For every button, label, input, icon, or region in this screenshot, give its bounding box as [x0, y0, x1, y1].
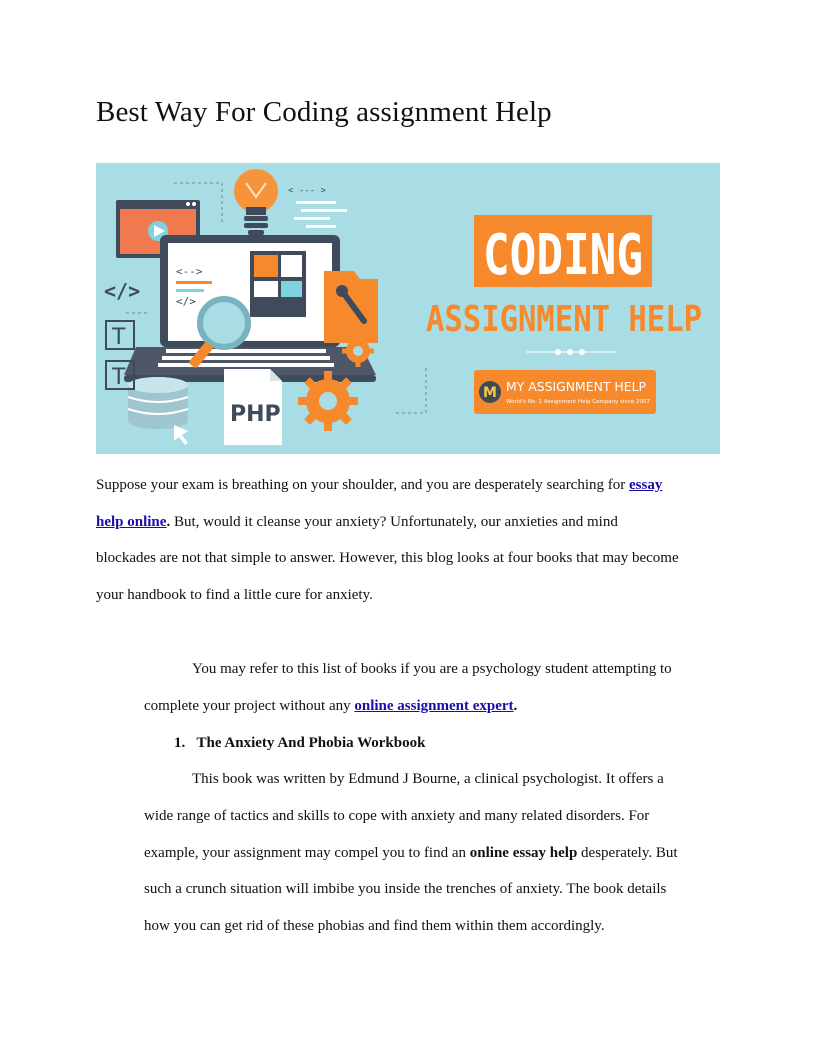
- gear-icon-large: [298, 371, 358, 431]
- svg-text:M: M: [483, 385, 497, 401]
- light-bulb-icon: [234, 169, 278, 235]
- item-1-heading: [174, 734, 425, 752]
- item-1-number: 1.: [174, 735, 186, 751]
- headline-assignment-help: ASSIGNMENT HELP: [426, 299, 702, 340]
- item-1-line-1: This book was written by Edmund J Bourne, a clinical psychologist. It offers a: [192, 771, 664, 787]
- online-essay-help-bold: online essay help: [469, 845, 578, 861]
- svg-text:PHP: PHP: [230, 402, 281, 427]
- item-1-line-4: such a crunch situation will imbibe you inside the trenches of anxiety. The book details: [144, 881, 667, 897]
- para2-line-2: complete your project without any online assignment expert.: [144, 698, 518, 714]
- item-1-line-2: wide range of tactics and skills to cope with anxiety and many related disorders. For: [144, 808, 650, 824]
- code-tag-icon: </>: [104, 279, 141, 303]
- svg-text:<-->: <-->: [176, 265, 203, 278]
- intro-line-1: Suppose your exam is breathing on your shoulder, and you are desperately searching for essay: [96, 477, 663, 493]
- item-1-line-3: example, your assignment may compel you to find an online essay help desperately. But: [144, 845, 678, 861]
- online-assignment-expert-link[interactable]: online assignment expert: [354, 698, 514, 714]
- essay-help-online-link-continued[interactable]: help online: [96, 514, 167, 530]
- item-1-title: The Anxiety And Phobia Workbook: [196, 735, 426, 751]
- cursor-icon: [174, 425, 188, 445]
- divider-ornament: [526, 349, 616, 355]
- document-title: Best Way For Coding assignment Help: [96, 96, 552, 128]
- database-icon: [128, 377, 188, 429]
- brand-badge: [474, 370, 656, 414]
- svg-text:< --- >: < --- >: [288, 186, 326, 196]
- item-1-line-5: how you can get rid of these phobias and find them within them accordingly.: [144, 918, 605, 934]
- intro-line-3: blockades are not that simple to answer. However, this blog looks at four books that may become: [96, 550, 679, 566]
- php-file-icon: [224, 369, 282, 445]
- essay-help-online-link[interactable]: essay: [629, 477, 663, 493]
- folder-wrench-icon: [324, 271, 378, 343]
- headline-coding: CODING: [483, 223, 643, 288]
- svg-text:T: T: [112, 365, 126, 390]
- brand-name: MY ASSIGNMENT HELP: [506, 380, 646, 394]
- svg-text:</>: </>: [176, 295, 196, 308]
- brand-tagline: World's No. 1 Assignment Help Company since 2007: [506, 399, 651, 405]
- code-lines-decoration: [288, 186, 347, 228]
- text-icon-1: [106, 321, 134, 350]
- svg-text:T: T: [112, 325, 126, 350]
- coding-assignment-help-banner: [96, 163, 720, 454]
- intro-line-2: help online. But, would it cleanse your anxiety? Unfortunately, our anxieties and mind: [96, 514, 618, 530]
- intro-line-4: your handbook to find a little cure for anxiety.: [96, 587, 373, 603]
- para2-line-1: You may refer to this list of books if you are a psychology student attempting to: [192, 661, 672, 677]
